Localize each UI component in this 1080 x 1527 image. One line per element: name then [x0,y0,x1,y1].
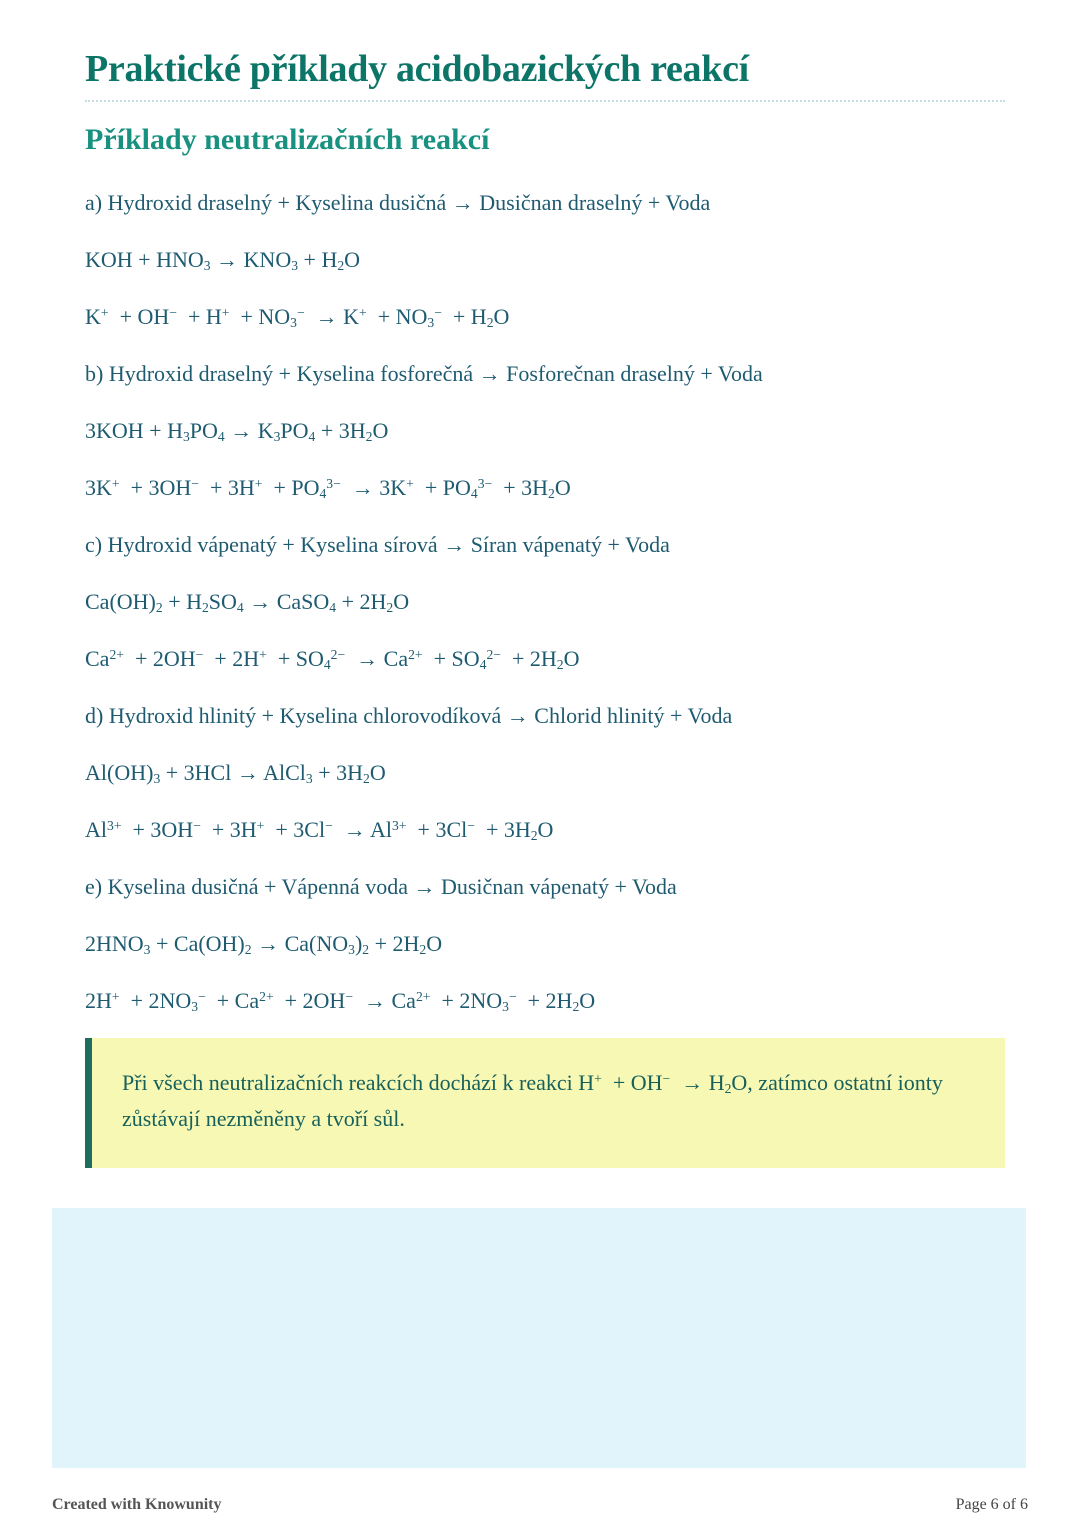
reaction-ionic-equation: $Ca^{2+} + 2OH^- + 2H^+ + SO_4^{2-} \to Ca^{2+} + SO_4^{2-} + 2H_2O$ [85,645,580,672]
callout-note [85,1038,1005,1168]
reaction-label: d) Hydroxid hlinitý + Kyselina chlorovodíková → Chlorid hlinitý + Voda [85,702,733,728]
reaction-label: b) Hydroxid draselný + Kyselina fosforečná → Fosforečnan draselný + Voda [85,360,763,386]
reactions-list [85,191,1005,1013]
page-title: Praktické příklady acidobazických reakcí [85,48,749,90]
reaction-equation: $2HNO_3 + Ca(OH)_2 \to Ca(NO_3)_2 + 2H_2O$ [85,930,443,957]
footer-branding: Created with Knowunity [52,1496,222,1513]
reaction-equation: KOH + $HNO_3 \to KNO_3 + H_2O$ [85,246,361,273]
reaction-label: a) Hydroxid draselný + Kyselina dusičná → Dusičnan draselný + Voda [85,189,711,215]
section-title: Příklady neutralizačních reakcí [85,123,490,157]
reaction-ionic-equation: $K^+ + OH^- + H^+ + NO_3^- \to K^+ + NO_3^- + H_2O$ [85,303,510,330]
page-number: Page 6 of 6 [955,1496,1028,1513]
reaction-ionic-equation: $Al^{3+} + 3OH^- + 3H^+ + 3Cl^- \to Al^{3+} + 3Cl^- + 3H_2O$ [85,816,554,843]
page-footer [52,1496,1028,1514]
reaction-label: e) Kyselina dusičná + Vápenná voda → Dusičnan vápenatý + Voda [85,873,677,899]
reaction-equation: $Ca(OH)_2 + H_2SO_4$ → CaSO$_4$ + $2H_2O$ [85,588,410,615]
image-placeholder [52,1208,1026,1468]
dotted-divider [85,100,1005,102]
callout-text: Při všech neutralizačních reakcích dochází k reakci $H^+ + OH^- \to H_2O$, zatímco ostatní ionty zůstávají nezměněny a tvoří sůl. [122,1069,949,1131]
reaction-label: c) Hydroxid vápenatý + Kyselina sírová → Síran vápenatý + Voda [85,531,670,557]
reaction-ionic-equation: $2H^+ + 2NO_3^- + Ca^{2+} + 2OH^- \to Ca^{2+} + 2NO_3^- + 2H_2O$ [85,987,596,1014]
reaction-equation: $Al(OH)_3 + 3HCl$ → AlCl$_3$ + $3H_2O$ [85,759,386,786]
reaction-ionic-equation: $3K^+ + 3OH^- + 3H^+ + PO_4^{3-} \to 3K^+ + PO_4^{3-} + 3H_2O$ [85,474,571,501]
reaction-equation: $3KOH + H_3PO_4 \to K_3PO_4 + 3H_2O$ [85,417,389,444]
